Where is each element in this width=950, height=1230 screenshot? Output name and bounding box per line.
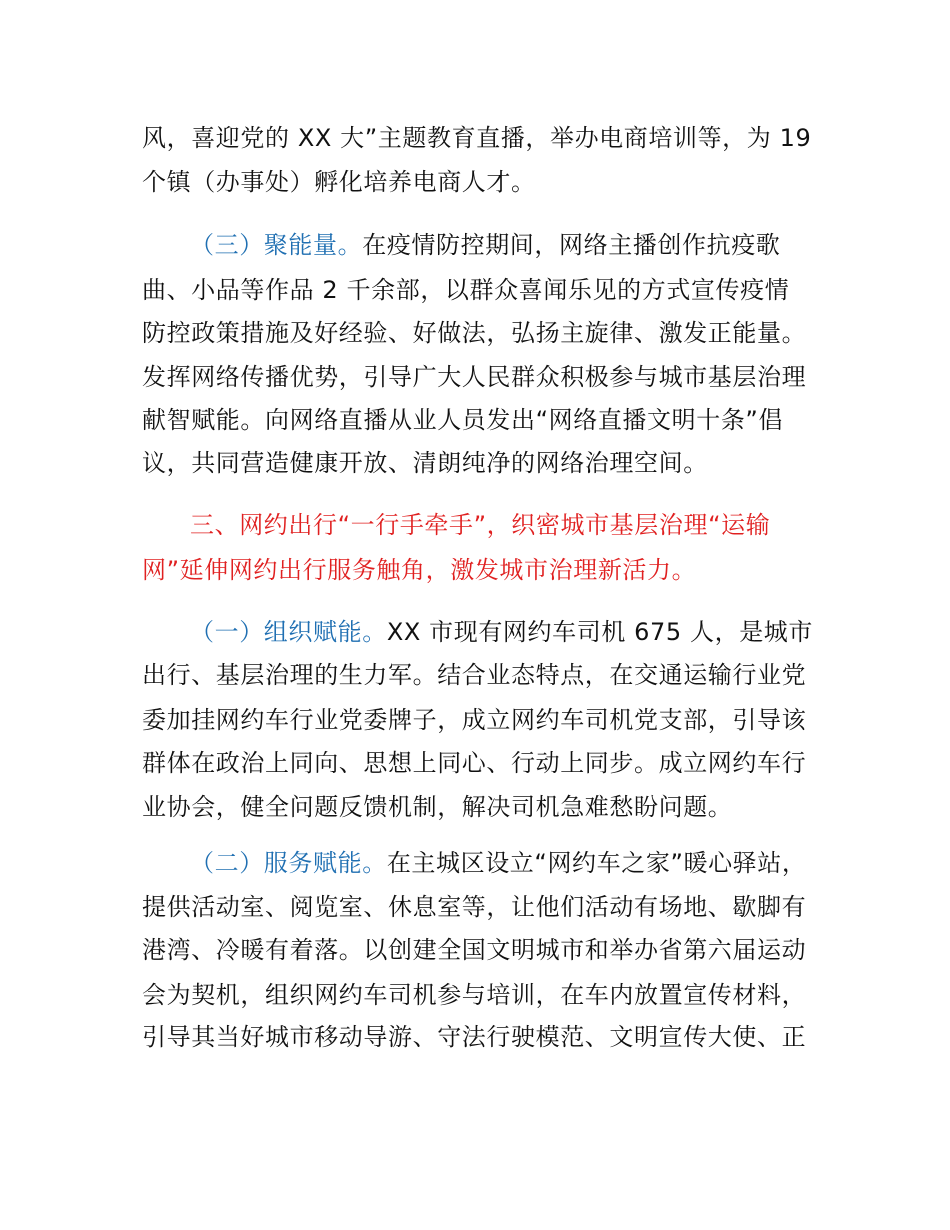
p2-line-3: 防控政策措施及好经验、好做法，弘扬主旋律、激发正能量。 [142, 319, 807, 347]
p1-line-1: 风，喜迎党的 XX 大”主题教育直播，举办电商培训等，为 19 [142, 124, 812, 152]
p3-heading: （一）组织赋能。 [190, 618, 387, 646]
p2-line-2: 曲、小品等作品 2 千余部，以群众喜闻乐见的方式宣传疫情 [142, 276, 790, 304]
p2-line-1 [190, 230, 780, 260]
p2-line-5: 献智赋能。向网络直播从业人员发出“网络直播文明十条”倡 [142, 406, 784, 434]
p2-heading: （三）聚能量。 [190, 231, 363, 259]
p2-line-6: 议，共同营造健康开放、清朗纯净的网络治理空间。 [142, 449, 708, 477]
section-3-heading-line-2: 网”延伸网约出行服务触角，激发城市治理新活力。 [142, 556, 697, 584]
p4-line-1-text: 在主城区设立“网约车之家”暖心驿站， [386, 849, 807, 877]
section-3-heading-line-1: 三、网约出行“一行手牵手”，织密城市基层治理“运输 [190, 511, 771, 539]
p3-line-4: 群体在政治上同向、思想上同心、行动上同步。成立网约车行 [142, 749, 807, 777]
p4-heading: （二）服务赋能。 [190, 849, 387, 877]
p3-line-2: 出行、基层治理的生力军。结合业态特点，在交通运输行业党 [142, 661, 807, 689]
p4-line-3: 港湾、冷暖有着落。以创建全国文明城市和举办省第六届运动 [142, 936, 807, 964]
p4-line-2: 提供活动室、阅览室、休息室等，让他们活动有场地、歇脚有 [142, 893, 807, 921]
p1-line-2: 个镇（办事处）孵化培养电商人才。 [142, 168, 536, 196]
p4-line-4: 会为契机，组织网约车司机参与培训，在车内放置宣传材料， [142, 981, 807, 1009]
p2-line-4: 发挥网络传播优势，引导广大人民群众积极参与城市基层治理 [142, 363, 807, 391]
p3-line-1 [190, 617, 813, 647]
p3-line-5: 业协会，健全问题反馈机制，解决司机急难愁盼问题。 [142, 793, 733, 821]
p3-line-3: 委加挂网约车行业党委牌子，成立网约车司机党支部，引导该 [142, 706, 807, 734]
p3-line-1-text: XX 市现有网约车司机 675 人，是城市 [386, 618, 813, 646]
p4-line-1 [190, 848, 806, 878]
p4-line-5: 引导其当好城市移动导游、守法行驶模范、文明宣传大使、正 [142, 1023, 807, 1051]
p2-line-1-text: 在疫情防控期间，网络主播创作抗疫歌 [362, 231, 781, 259]
